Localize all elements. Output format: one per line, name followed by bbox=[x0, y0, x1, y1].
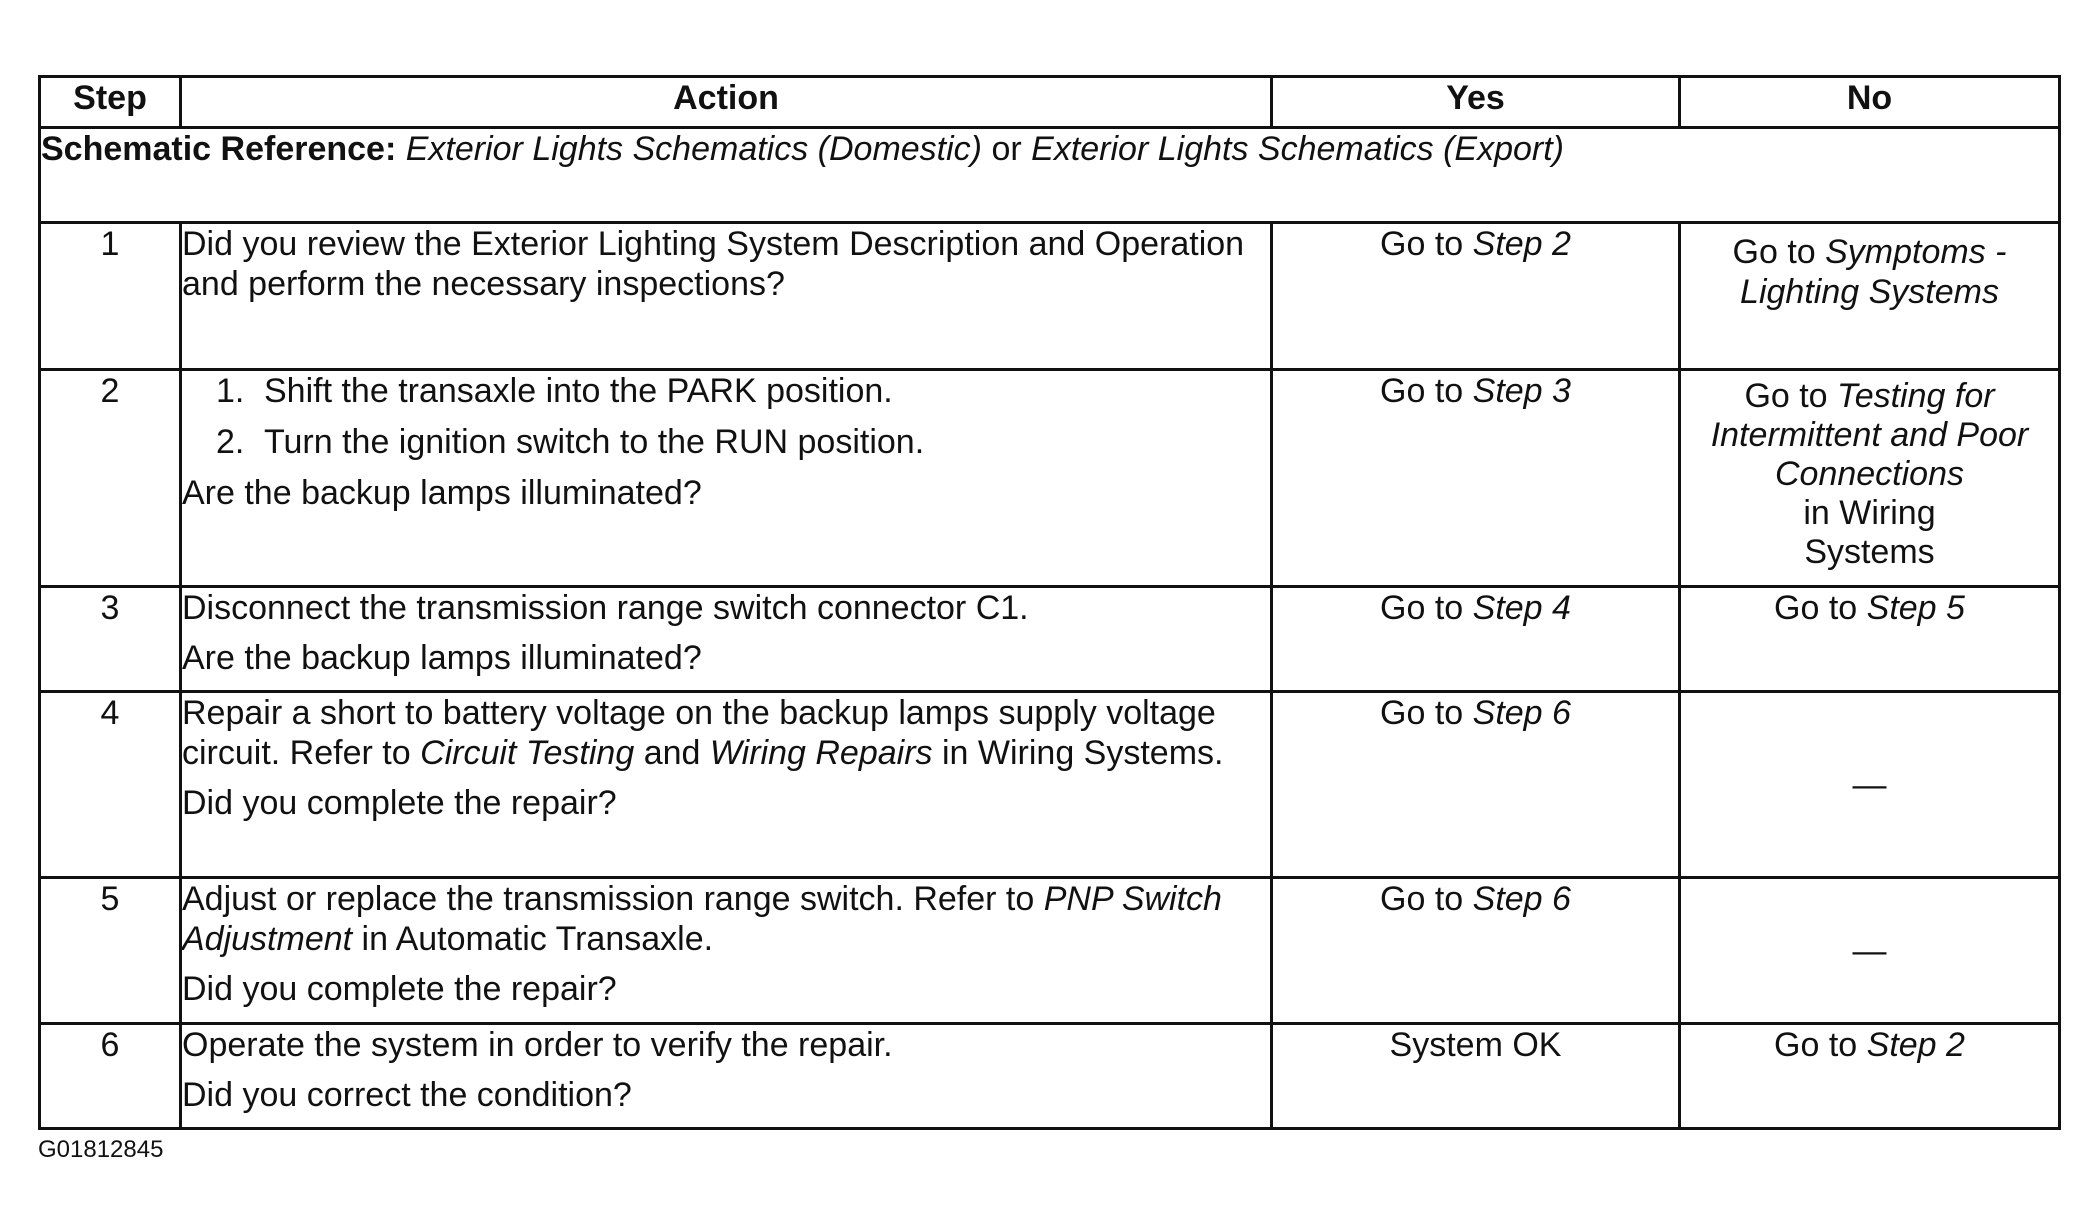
no-prefix: Go to bbox=[1774, 589, 1867, 627]
yes-prefix: Go to bbox=[1380, 589, 1473, 627]
no-link-line2[interactable]: Intermittent and Poor bbox=[1710, 416, 2029, 454]
action-link-wiring-repairs[interactable]: Wiring Repairs bbox=[709, 734, 933, 772]
yes-cell bbox=[1272, 692, 1680, 878]
reference-connector: or bbox=[982, 130, 1032, 168]
list-number: 1. bbox=[216, 372, 245, 410]
yes-cell bbox=[1272, 587, 1680, 692]
no-link-line1[interactable]: Testing for bbox=[1837, 377, 1995, 415]
action-text-pre: Adjust or replace the transmission range switch. Refer to bbox=[182, 880, 1044, 918]
table-row bbox=[40, 878, 2060, 1024]
step-number: 5 bbox=[40, 878, 181, 1024]
action-text bbox=[182, 693, 1270, 773]
action-question: Did you complete the repair? bbox=[182, 970, 617, 1008]
list-text: Shift the transaxle into the PARK position. bbox=[264, 372, 893, 410]
no-cell bbox=[1680, 1024, 2060, 1129]
no-suffix-line2: Systems bbox=[1804, 533, 1935, 571]
header-yes: Yes bbox=[1272, 77, 1680, 128]
yes-prefix: Go to bbox=[1380, 225, 1473, 263]
yes-cell bbox=[1272, 370, 1680, 587]
action-text-post: in Automatic Transaxle. bbox=[352, 920, 714, 958]
yes-prefix: Go to bbox=[1380, 694, 1473, 732]
list-item bbox=[182, 422, 1270, 462]
action-text: Operate the system in order to verify the repair. bbox=[182, 1026, 893, 1064]
step-number: 4 bbox=[40, 692, 181, 878]
no-cell bbox=[1680, 587, 2060, 692]
step-number: 6 bbox=[40, 1024, 181, 1129]
no-prefix: Go to bbox=[1774, 1026, 1867, 1064]
action-cell bbox=[181, 1024, 1272, 1129]
no-link-line2[interactable]: Lighting Systems bbox=[1740, 273, 1999, 311]
reference-link-domestic[interactable]: Exterior Lights Schematics (Domestic) bbox=[405, 130, 983, 168]
action-cell bbox=[181, 370, 1272, 587]
header-step: Step bbox=[40, 77, 181, 128]
action-question: Did you correct the condition? bbox=[182, 1076, 632, 1114]
yes-link[interactable]: Step 6 bbox=[1472, 694, 1571, 732]
list-item bbox=[182, 371, 1270, 411]
yes-link[interactable]: Step 4 bbox=[1472, 589, 1571, 627]
yes-prefix: Go to bbox=[1380, 372, 1473, 410]
step-number: 3 bbox=[40, 587, 181, 692]
action-question: Did you complete the repair? bbox=[182, 784, 617, 822]
reference-link-export[interactable]: Exterior Lights Schematics (Export) bbox=[1031, 130, 1564, 168]
list-number: 2. bbox=[216, 423, 245, 461]
action-cell bbox=[181, 587, 1272, 692]
list-text: Turn the ignition switch to the RUN position. bbox=[264, 423, 925, 461]
header-action: Action bbox=[181, 77, 1272, 128]
action-text: Did you review the Exterior Lighting System Description and Operation and perform the necessary inspections? bbox=[182, 225, 1245, 303]
diagnostic-table bbox=[38, 75, 2061, 1130]
yes-link[interactable]: Step 6 bbox=[1472, 880, 1571, 918]
table-row bbox=[40, 587, 2060, 692]
yes-prefix: Go to bbox=[1380, 880, 1473, 918]
step-number: 2 bbox=[40, 370, 181, 587]
yes-cell bbox=[1272, 878, 1680, 1024]
action-text: Disconnect the transmission range switch connector C1. bbox=[182, 589, 1029, 627]
action-question: Are the backup lamps illuminated? bbox=[182, 474, 702, 512]
action-link-pnp-switch-adjustment[interactable]: PNP Switch Adjustment bbox=[182, 880, 1222, 958]
action-link-circuit-testing[interactable]: Circuit Testing bbox=[420, 734, 635, 772]
header-row bbox=[40, 77, 2060, 128]
yes-cell: System OK bbox=[1272, 1024, 1680, 1129]
action-text-post: in Wiring Systems. bbox=[932, 734, 1224, 772]
table-row bbox=[40, 1024, 2060, 1129]
no-cell bbox=[1680, 223, 2060, 370]
diagnostic-table-container bbox=[38, 75, 2058, 1130]
reference-label: Schematic Reference: bbox=[41, 130, 397, 168]
no-link-line3[interactable]: Connections bbox=[1774, 455, 1964, 493]
no-link-line1[interactable]: Symptoms - bbox=[1825, 233, 2007, 271]
action-text bbox=[182, 879, 1270, 959]
no-cell: — bbox=[1680, 692, 2060, 878]
action-text-mid: and bbox=[634, 734, 710, 772]
action-question: Are the backup lamps illuminated? bbox=[182, 639, 702, 677]
table-row bbox=[40, 223, 2060, 370]
figure-id: G01812845 bbox=[38, 1136, 164, 1163]
table-row bbox=[40, 370, 2060, 587]
table-row bbox=[40, 692, 2060, 878]
yes-link[interactable]: Step 3 bbox=[1472, 372, 1571, 410]
no-link[interactable]: Step 2 bbox=[1866, 1026, 1965, 1064]
yes-cell bbox=[1272, 223, 1680, 370]
step-number: 1 bbox=[40, 223, 181, 370]
schematic-reference bbox=[40, 128, 2060, 223]
no-link[interactable]: Step 5 bbox=[1866, 589, 1965, 627]
no-suffix-line1: in Wiring bbox=[1803, 494, 1936, 532]
action-cell bbox=[181, 878, 1272, 1024]
no-prefix: Go to bbox=[1732, 233, 1826, 271]
no-cell: — bbox=[1680, 878, 2060, 1024]
yes-link[interactable]: Step 2 bbox=[1472, 225, 1571, 263]
action-text-pre: Repair a short to battery voltage on the backup lamps supply voltage circuit. Refer to bbox=[182, 694, 1216, 772]
reference-row bbox=[40, 128, 2060, 223]
no-cell bbox=[1680, 370, 2060, 587]
action-cell bbox=[181, 692, 1272, 878]
header-no: No bbox=[1680, 77, 2060, 128]
action-cell bbox=[181, 223, 1272, 370]
no-prefix: Go to bbox=[1744, 377, 1838, 415]
